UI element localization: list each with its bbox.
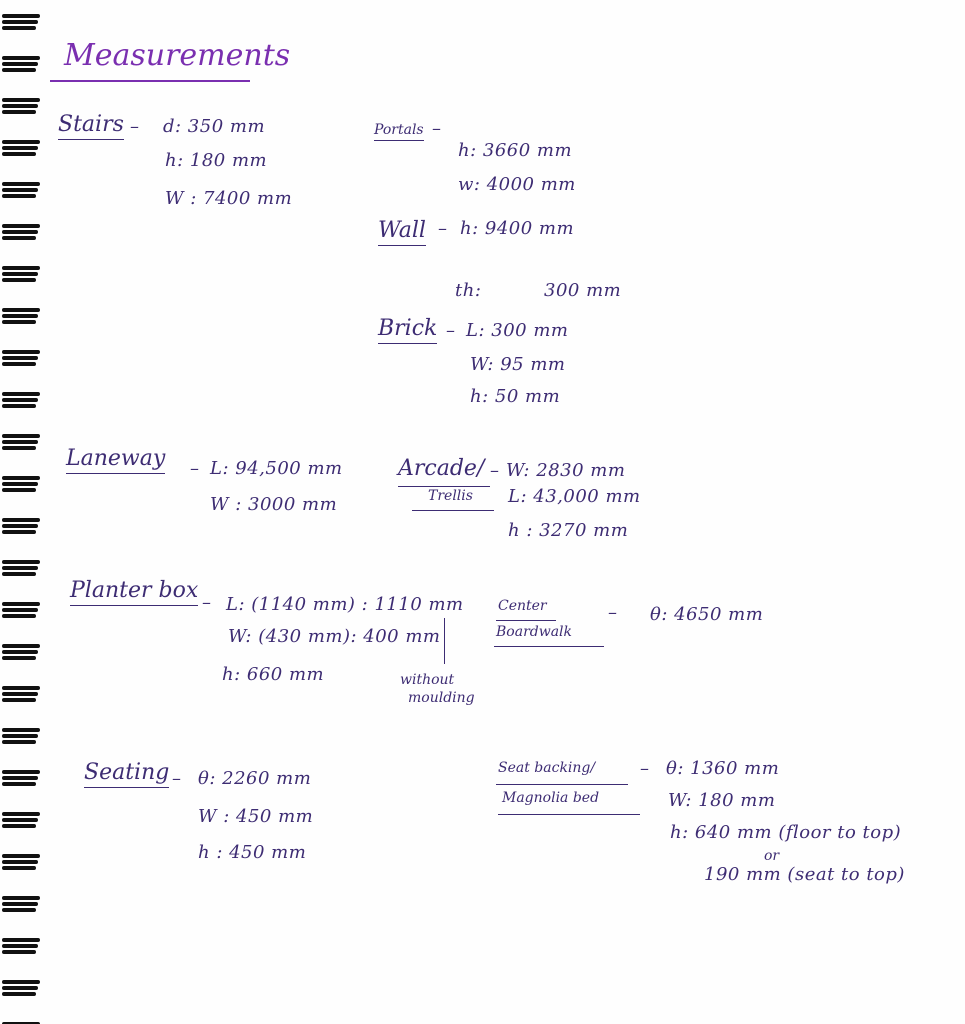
spiral-ring xyxy=(2,812,40,828)
planter-height: h: 660 mm xyxy=(222,664,325,685)
planter-length: L: (1140 mm) : 1110 mm xyxy=(226,594,464,615)
wall-thickness-value: 300 mm xyxy=(544,280,622,301)
magnolia-label: Magnolia bed xyxy=(502,790,600,806)
portals-width: w: 4000 mm xyxy=(458,174,576,195)
seating-label: Seating xyxy=(84,760,169,788)
dash: – xyxy=(446,320,456,341)
spiral-ring xyxy=(2,14,40,30)
seating-diameter: θ: 2260 mm xyxy=(198,768,312,789)
stairs-width: W : 7400 mm xyxy=(165,188,293,209)
seatback-height: h: 640 mm (floor to top) xyxy=(670,822,902,843)
trellis-label: Trellis xyxy=(428,488,473,504)
spiral-ring xyxy=(2,728,40,744)
spiral-ring xyxy=(2,938,40,954)
dash: – xyxy=(432,118,442,139)
arcade-length: L: 43,000 mm xyxy=(508,486,641,507)
brick-height: h: 50 mm xyxy=(470,386,561,407)
arcade-width: W: 2830 mm xyxy=(506,460,626,481)
wall-label: Wall xyxy=(378,218,426,246)
dash: – xyxy=(130,116,140,137)
spiral-ring xyxy=(2,644,40,660)
spiral-ring xyxy=(2,434,40,450)
arcade-height: h : 3270 mm xyxy=(508,520,629,541)
seatback-alt-height: 190 mm (seat to top) xyxy=(704,864,905,885)
laneway-width: W : 3000 mm xyxy=(210,494,338,515)
stairs-label: Stairs xyxy=(58,112,124,140)
seat-backing-underline xyxy=(496,784,628,785)
spiral-ring xyxy=(2,350,40,366)
center-underline xyxy=(496,620,556,621)
dash: – xyxy=(438,218,448,239)
spiral-ring xyxy=(2,392,40,408)
spiral-ring xyxy=(2,854,40,870)
spiral-ring xyxy=(2,308,40,324)
dash: – xyxy=(640,758,650,779)
magnolia-underline xyxy=(498,814,640,815)
spiral-ring xyxy=(2,896,40,912)
spiral-ring xyxy=(2,602,40,618)
page-title: Measurements xyxy=(64,38,291,73)
boardwalk-label: Boardwalk xyxy=(496,624,573,640)
dash: – xyxy=(190,458,200,479)
planter-label: Planter box xyxy=(70,578,198,606)
center-label: Center xyxy=(498,598,547,614)
planter-note-2: moulding xyxy=(408,690,475,706)
laneway-length: L: 94,500 mm xyxy=(210,458,343,479)
seating-height: h : 450 mm xyxy=(198,842,307,863)
portals-height: h: 3660 mm xyxy=(458,140,573,161)
spiral-ring xyxy=(2,980,40,996)
spiral-ring xyxy=(2,182,40,198)
dash: – xyxy=(608,602,618,623)
brick-width: W: 95 mm xyxy=(470,354,566,375)
spiral-ring xyxy=(2,224,40,240)
dash: – xyxy=(202,592,212,613)
spiral-ring xyxy=(2,518,40,534)
arcade-underline xyxy=(398,486,490,487)
seatback-diameter: θ: 1360 mm xyxy=(666,758,780,779)
title-underline xyxy=(50,80,250,82)
stairs-height: h: 180 mm xyxy=(165,150,268,171)
brick-label: Brick xyxy=(378,316,437,344)
portals-label: Portals xyxy=(374,122,424,141)
boardwalk-underline xyxy=(494,646,604,647)
spiral-ring xyxy=(2,140,40,156)
spiral-ring xyxy=(2,686,40,702)
trellis-underline xyxy=(412,510,494,511)
seatback-width: W: 180 mm xyxy=(668,790,776,811)
arcade-label: Arcade/ xyxy=(398,456,485,481)
planter-width: W: (430 mm): 400 mm xyxy=(228,626,441,647)
spiral-binding xyxy=(0,0,46,1024)
spiral-ring xyxy=(2,770,40,786)
planter-note: without xyxy=(400,672,455,688)
dash: – xyxy=(172,768,182,789)
laneway-label: Laneway xyxy=(66,446,165,474)
spiral-ring xyxy=(2,560,40,576)
spiral-ring xyxy=(2,98,40,114)
spiral-ring xyxy=(2,476,40,492)
boardwalk-width: θ: 4650 mm xyxy=(650,604,764,625)
wall-height: h: 9400 mm xyxy=(460,218,575,239)
dash: – xyxy=(490,460,500,481)
or-text: or xyxy=(764,848,780,864)
spiral-ring xyxy=(2,266,40,282)
brick-length: L: 300 mm xyxy=(466,320,569,341)
spiral-ring xyxy=(2,56,40,72)
seating-width: W : 450 mm xyxy=(198,806,314,827)
wall-thickness-label: th: xyxy=(455,280,482,301)
seat-backing-label: Seat backing/ xyxy=(498,760,596,776)
stairs-depth: d: 350 mm xyxy=(163,116,266,137)
bracket xyxy=(444,618,445,664)
